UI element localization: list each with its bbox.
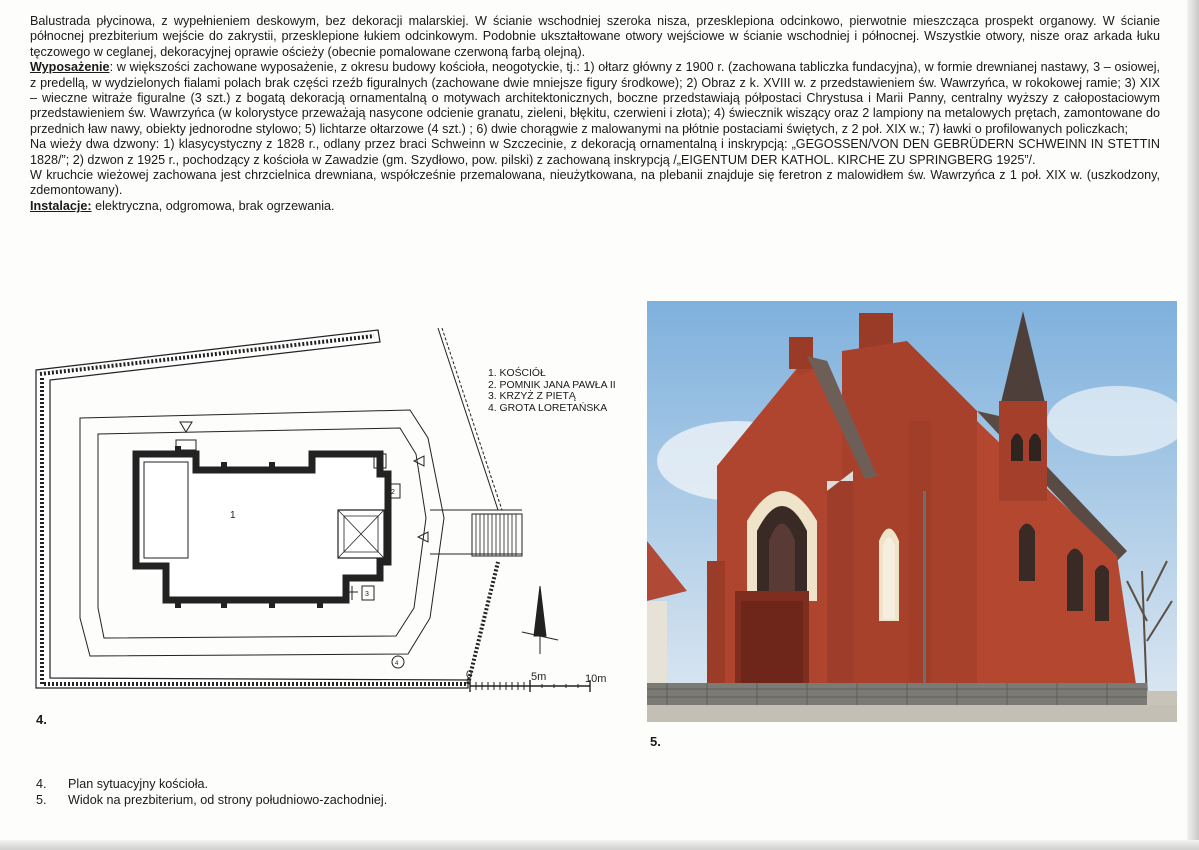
plan-label-2: 2 bbox=[391, 489, 395, 496]
text-wyposazenie: : w większości zachowane wyposażenie, z okresu budowy kościoła, neogotyckie, tj.: 1) ołtarz główny z 1900 r. (zachowana tabliczka fundacyjna), w formie drewnianej nastawy, 3 – osiowej, z predellą, w wydzielonych fialami polach brak części rzeźb figuralnych (zachowane dwie mniejsze figury środkowe); 2) Obraz z k. XVIII w. z przedstawieniem św. Wawrzyńca, w rokokowej ramie; 3) XIX – wieczne witraże figuralne (3 szt.) z bogatą dekoracją ornamentalną o motywach architektonicznych, boczne przedstawiają półpostaci Chrystusa i Marii Panny, centralny wyższy z całopostaciowym przedstawieniem św. Wawrzyńca (w kolorystyce przeważają nasycone odcienie granatu, zieleni, błękitu, czerwieni i złota); 4) świecznik wiszący oraz 2 lampiony na metalowych prętach, zamontowane do przednich ław nawy, obiekty jednorodne stylowo; 5) lichtarze ołtarzowe (4 szt.) ; 6) dwie chorągwie z malowanymi na płótnie postaciami świętych, z 2 poł. XIX w.; 7) ławki o profilowanych policzkach; bbox=[30, 60, 1160, 136]
scale-label-10m: 10m bbox=[585, 673, 607, 685]
legend-item: 3. KRZYŻ Z PIETĄ bbox=[488, 391, 576, 403]
figure-number-4: 4. bbox=[36, 712, 47, 727]
legend-item: 2. POMNIK JANA PAWŁA II bbox=[488, 379, 616, 391]
paragraph-wyposazenie bbox=[30, 60, 1160, 137]
plan-label-1: 1 bbox=[230, 510, 236, 521]
caption-text: Plan sytuacyjny kościoła. bbox=[68, 777, 208, 791]
plan-stairs bbox=[472, 514, 522, 556]
scale-label-0: 0 bbox=[466, 669, 473, 681]
caption-number: 5. bbox=[36, 793, 47, 807]
caption-number: 4. bbox=[36, 777, 47, 791]
page-edge-shadow-bottom bbox=[0, 840, 1199, 850]
plan-label-4: 4 bbox=[395, 661, 399, 667]
text-instalacje: elektryczna, odgromowa, brak ogrzewania. bbox=[91, 198, 335, 213]
label-wyposazenie: Wyposażenie bbox=[30, 60, 110, 75]
paragraph-dzwony: Na wieży dwa dzwony: 1) klasycystyczny z 1828 r., odlany przez braci Schweinn w Szczecinie, z dekoracją ornamentalną i inskrypcją: „GEGOSSEN/VON DEN GEBRÜDERN SCHWEINN IN STETTIN 1828/”; 2) dzwon z 1925 r., pochodzący z kościoła w Zawadzie (gm. Szydłowo, pow. pilski) z zachowaną inskrypcją /„EIGENTUM DER KATHOL. KIRCHE ZU SPRINGBERG 1925”/. bbox=[30, 137, 1160, 167]
label-instalacje: Instalacje: bbox=[30, 198, 92, 213]
legend-item: 1. KOŚCIÓŁ bbox=[488, 368, 546, 379]
figure-captions bbox=[36, 776, 387, 808]
paragraph-kruchta: W kruchcie wieżowej zachowana jest chrzcielnica drewniana, współcześnie przemalowana, nieużytkowana, na plebanii znajduje się feretron z malowidłem św. Wawrzyńca z 1 poł. XIX w. (uszkodzony, zdemontowany). bbox=[30, 168, 1160, 198]
paragraph-instalacje bbox=[30, 199, 1160, 214]
plan-legend bbox=[488, 368, 616, 414]
caption-text: Widok na prezbiterium, od strony południowo-zachodniej. bbox=[68, 793, 388, 807]
plan-entrance-marker bbox=[180, 422, 192, 432]
caption-row bbox=[36, 776, 387, 792]
legend-item: 4. GROTA LORETAŃSKA bbox=[488, 402, 608, 414]
paragraph-balustrada: Balustrada płycinowa, z wypełnieniem deskowym, bez dekoracji malarskiej. W ścianie wschodniej szeroka nisza, przesklepiona odcinkowo, pierwotnie mieszcząca prospekt organowy. W ścianie północnej prezbiterium wejście do zakrystii, przesklepione łukiem odcinkowym. Podobnie ukształtowane otwory wejściowe w ścianie wschodniej i północnej. Wszystkie otwory, nisze oraz arkada łuku tęczowego w ceglanej, dekoracyjnej oprawie ościeży (obecnie pomalowane czerwoną farbą olejną). bbox=[30, 14, 1160, 59]
page-edge-shadow bbox=[1187, 0, 1199, 850]
description-text bbox=[30, 14, 1160, 214]
scale-label-5m: 5m bbox=[531, 671, 547, 683]
figure-number-5: 5. bbox=[650, 734, 661, 749]
plan-church-walls bbox=[136, 454, 388, 600]
plan-label-3: 3 bbox=[365, 591, 369, 598]
plan-east-fence bbox=[438, 328, 498, 510]
church-photograph bbox=[647, 301, 1177, 722]
caption-row bbox=[36, 792, 387, 808]
